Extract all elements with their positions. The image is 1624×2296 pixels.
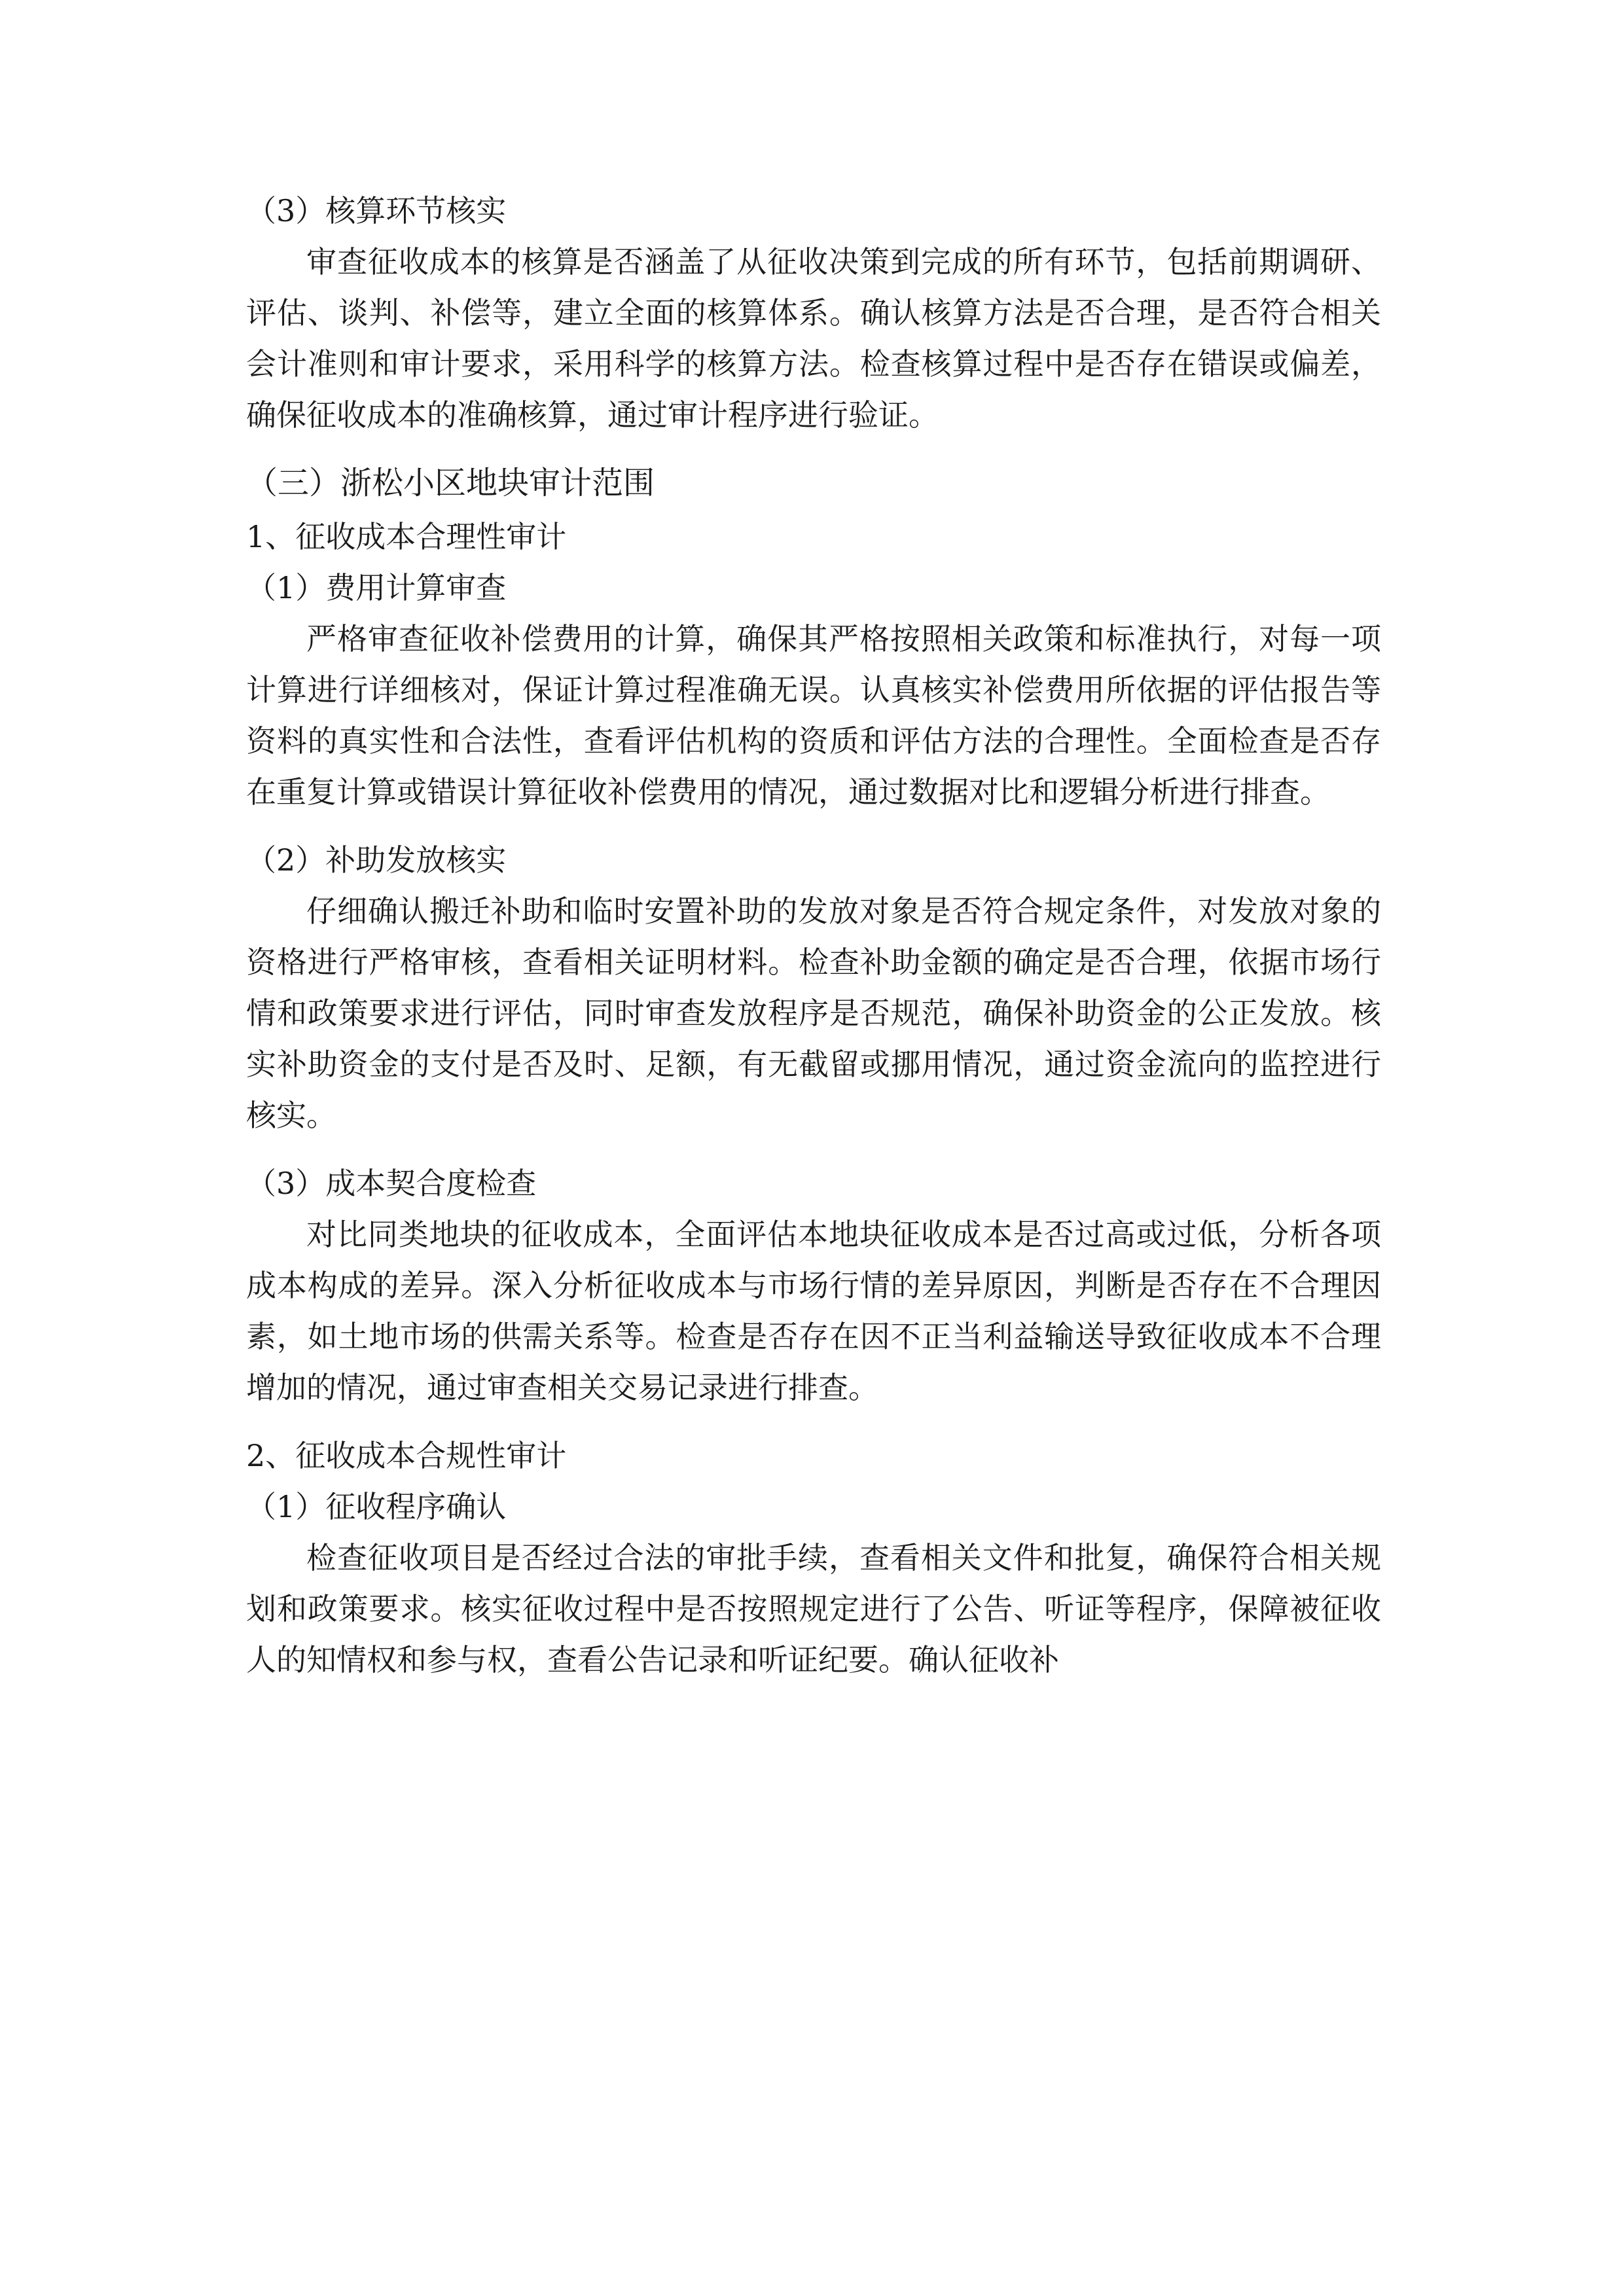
subsection-title-procedure-confirmation: （1）征收程序确认	[246, 1489, 507, 1524]
paragraph-fee-calculation: 严格审查征收补偿费用的计算，确保其严格按照相关政策和标准执行，对每一项计算进行详细核对，保证计算过程准确无误。认真核实补偿费用所依据的评估报告等资料的真实性和合法性，查看评估机构的资质和评估方法的合理性。全面检查是否存在重复计算或错误计算征收补偿费用的情况，通过数据对比和逻辑分析进行排查。	[246, 621, 1381, 810]
item-title-cost-reasonableness: 1、征收成本合理性审计	[246, 519, 567, 554]
subsection-title-cost-fit: （3）成本契合度检查	[246, 1166, 537, 1201]
subsection-title-subsidy-verification: （2）补助发放核实	[246, 842, 507, 878]
item-title-cost-compliance: 2、征收成本合规性审计	[246, 1438, 567, 1473]
subsection-title-accounting-check: （3）核算环节核实	[246, 193, 507, 228]
document-body	[246, 185, 1381, 1685]
paragraph-cost-fit: 对比同类地块的征收成本，全面评估本地块征收成本是否过高或过低，分析各项成本构成的差异。深入分析征收成本与市场行情的差异原因，判断是否存在不合理因素，如土地市场的供需关系等。检查是否存在因不正当利益输送导致征收成本不合理增加的情况，通过审查相关交易记录进行排查。	[246, 1217, 1381, 1405]
subsection-title-fee-calculation: （1）费用计算审查	[246, 570, 507, 605]
section-title-audit-scope: （三）浙松小区地块审计范围	[246, 465, 655, 501]
paragraph-accounting-check: 审查征收成本的核算是否涵盖了从征收决策到完成的所有环节，包括前期调研、评估、谈判、补偿等，建立全面的核算体系。确认核算方法是否合理，是否符合相关会计准则和审计要求，采用科学的核算方法。检查核算过程中是否存在错误或偏差，确保征收成本的准确核算，通过审计程序进行验证。	[246, 244, 1381, 433]
paragraph-procedure-confirmation: 检查征收项目是否经过合法的审批手续，查看相关文件和批复，确保符合相关规划和政策要求。核实征收过程中是否按照规定进行了公告、听证等程序，保障被征收人的知情权和参与权，查看公告记录和听证纪要。确认征收补	[246, 1540, 1381, 1677]
paragraph-subsidy-verification: 仔细确认搬迁补助和临时安置补助的发放对象是否符合规定条件，对发放对象的资格进行严格审核，查看相关证明材料。检查补助金额的确定是否合理，依据市场行情和政策要求进行评估，同时审查发放程序是否规范，确保补助资金的公正发放。核实补助资金的支付是否及时、足额，有无截留或挪用情况，通过资金流向的监控进行核实。	[246, 893, 1381, 1133]
